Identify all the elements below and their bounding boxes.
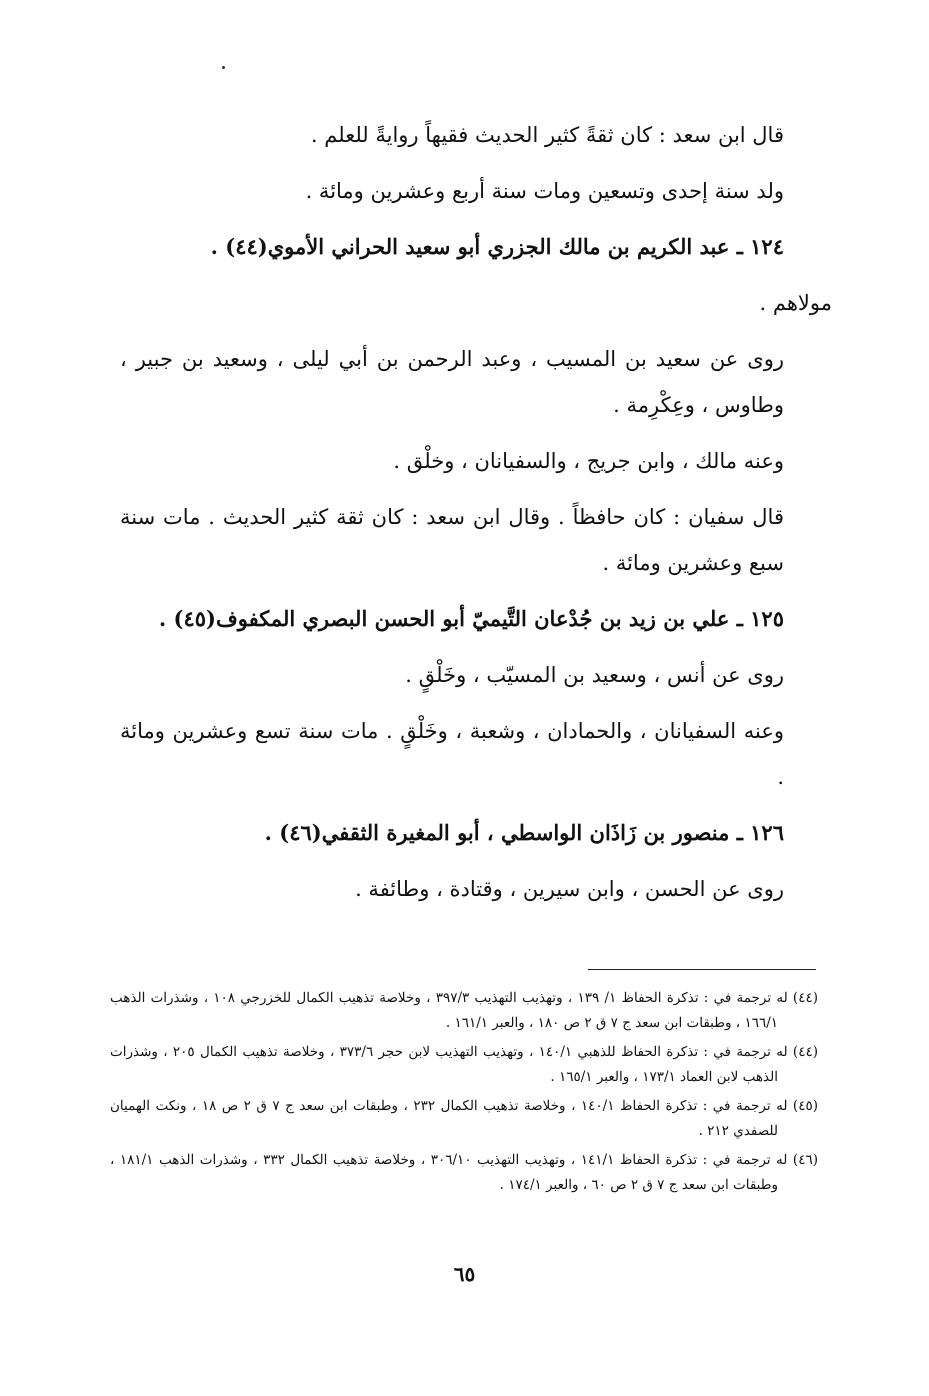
paragraph-126-narrated-from: روى عن الحسن ، وابن سيرين ، وقتادة ، وطائفة . bbox=[355, 877, 784, 901]
paragraph-125-narrated-from: روى عن أنس ، وسعيد بن المسيّب ، وخَلْقٍ . bbox=[405, 663, 784, 687]
entry-125-heading: ١٢٥ ـ علي بن زيد بن جُدْعان التَّيميّ أبو الحسن البصري المكفوف(٤٥) . bbox=[158, 606, 784, 631]
footnote-46: (٤٦) له ترجمة في : تذكرة الحفاظ ١٤١/١ ، وتهذيب التهذيب ٣٠٦/١٠ ، وخلاصة تذهيب الكمال ٣٣٢ ، وشذرات الذهب ١٨١/١ ، وطبقات ابن سعد ج ٧ ق ٢ ص ٦٠ ، والعبر ١٧٤/١ . bbox=[110, 1152, 818, 1193]
footnotes bbox=[110, 986, 818, 1202]
paragraph-124-assessment: قال سفيان : كان حافظاً . وقال ابن سعد : كان ثقة كثير الحديث . مات سنة سبع وعشرين ومائة . bbox=[120, 505, 784, 575]
paragraph-124-narrators: وعنه مالك ، وابن جريج ، والسفيانان ، وخلْق . bbox=[393, 449, 784, 473]
footnote-44b: (٤٤) له ترجمة في : تذكرة الحفاظ للذهبي ١٤٠/١ ، وتهذيب التهذيب لابن حجر ٣٧٣/٦ ، وخلاصة تذهيب الكمال ٢٠٥ ، وشذرات الذهب لابن العماد ١٧٣/١ ، والعبر ١٦٥/١ . bbox=[110, 1044, 818, 1085]
paragraph-mawlahum: مولاهم . bbox=[759, 291, 832, 315]
footnote-separator bbox=[588, 969, 816, 970]
paragraph-125-narrators: وعنه السفيانان ، والحمادان ، وشعبة ، وخَلْقٍ . مات سنة تسع وعشرين ومائة . bbox=[120, 719, 784, 789]
footnote-44a: (٤٤) له ترجمة في : تذكرة الحفاظ ١/ ١٣٩ ، وتهذيب التهذيب ٣٩٧/٣ ، وخلاصة تذهيب الكمال للخزرجي ١٠٨ ، وشذرات الذهب ١٦٦/١ ، وطبقات ابن سعد ج ٧ ق ٢ ص ١٨٠ ، والعبر ١٦١/١ . bbox=[110, 990, 819, 1031]
footnote-45: (٤٥) له ترجمة في : تذكرة الحفاظ ١٤٠/١ ، وخلاصة تذهيب الكمال ٢٣٢ ، وطبقات ابن سعد ج ٧ ق ٢ ص ١٨ ، ونكت الهميان للصفدي ٢١٢ . bbox=[110, 1098, 818, 1139]
paragraph-birth-death: ولد سنة إحدى وتسعين ومات سنة أربع وعشرين ومائة . bbox=[305, 179, 784, 203]
entry-124-heading: ١٢٤ ـ عبد الكريم بن مالك الجزري أبو سعيد الحراني الأموي(٤٤) . bbox=[210, 234, 784, 259]
paragraph-ibn-saad-quote: قال ابن سعد : كان ثقةً كثير الحديث فقيهاً روايةً للعلم . bbox=[310, 123, 784, 147]
scan-speck bbox=[222, 66, 225, 69]
paragraph-124-narrated-from: روى عن سعيد بن المسيب ، وعبد الرحمن بن أبي ليلى ، وسعيد بن جبير ، وطاوس ، وعِكْرِمة . bbox=[120, 347, 784, 417]
page-number: ٦٥ bbox=[453, 1262, 476, 1286]
main-text bbox=[120, 112, 832, 922]
entry-126-heading: ١٢٦ ـ منصور بن زَاذَان الواسطي ، أبو المغيرة الثقفي(٤٦) . bbox=[264, 820, 784, 845]
